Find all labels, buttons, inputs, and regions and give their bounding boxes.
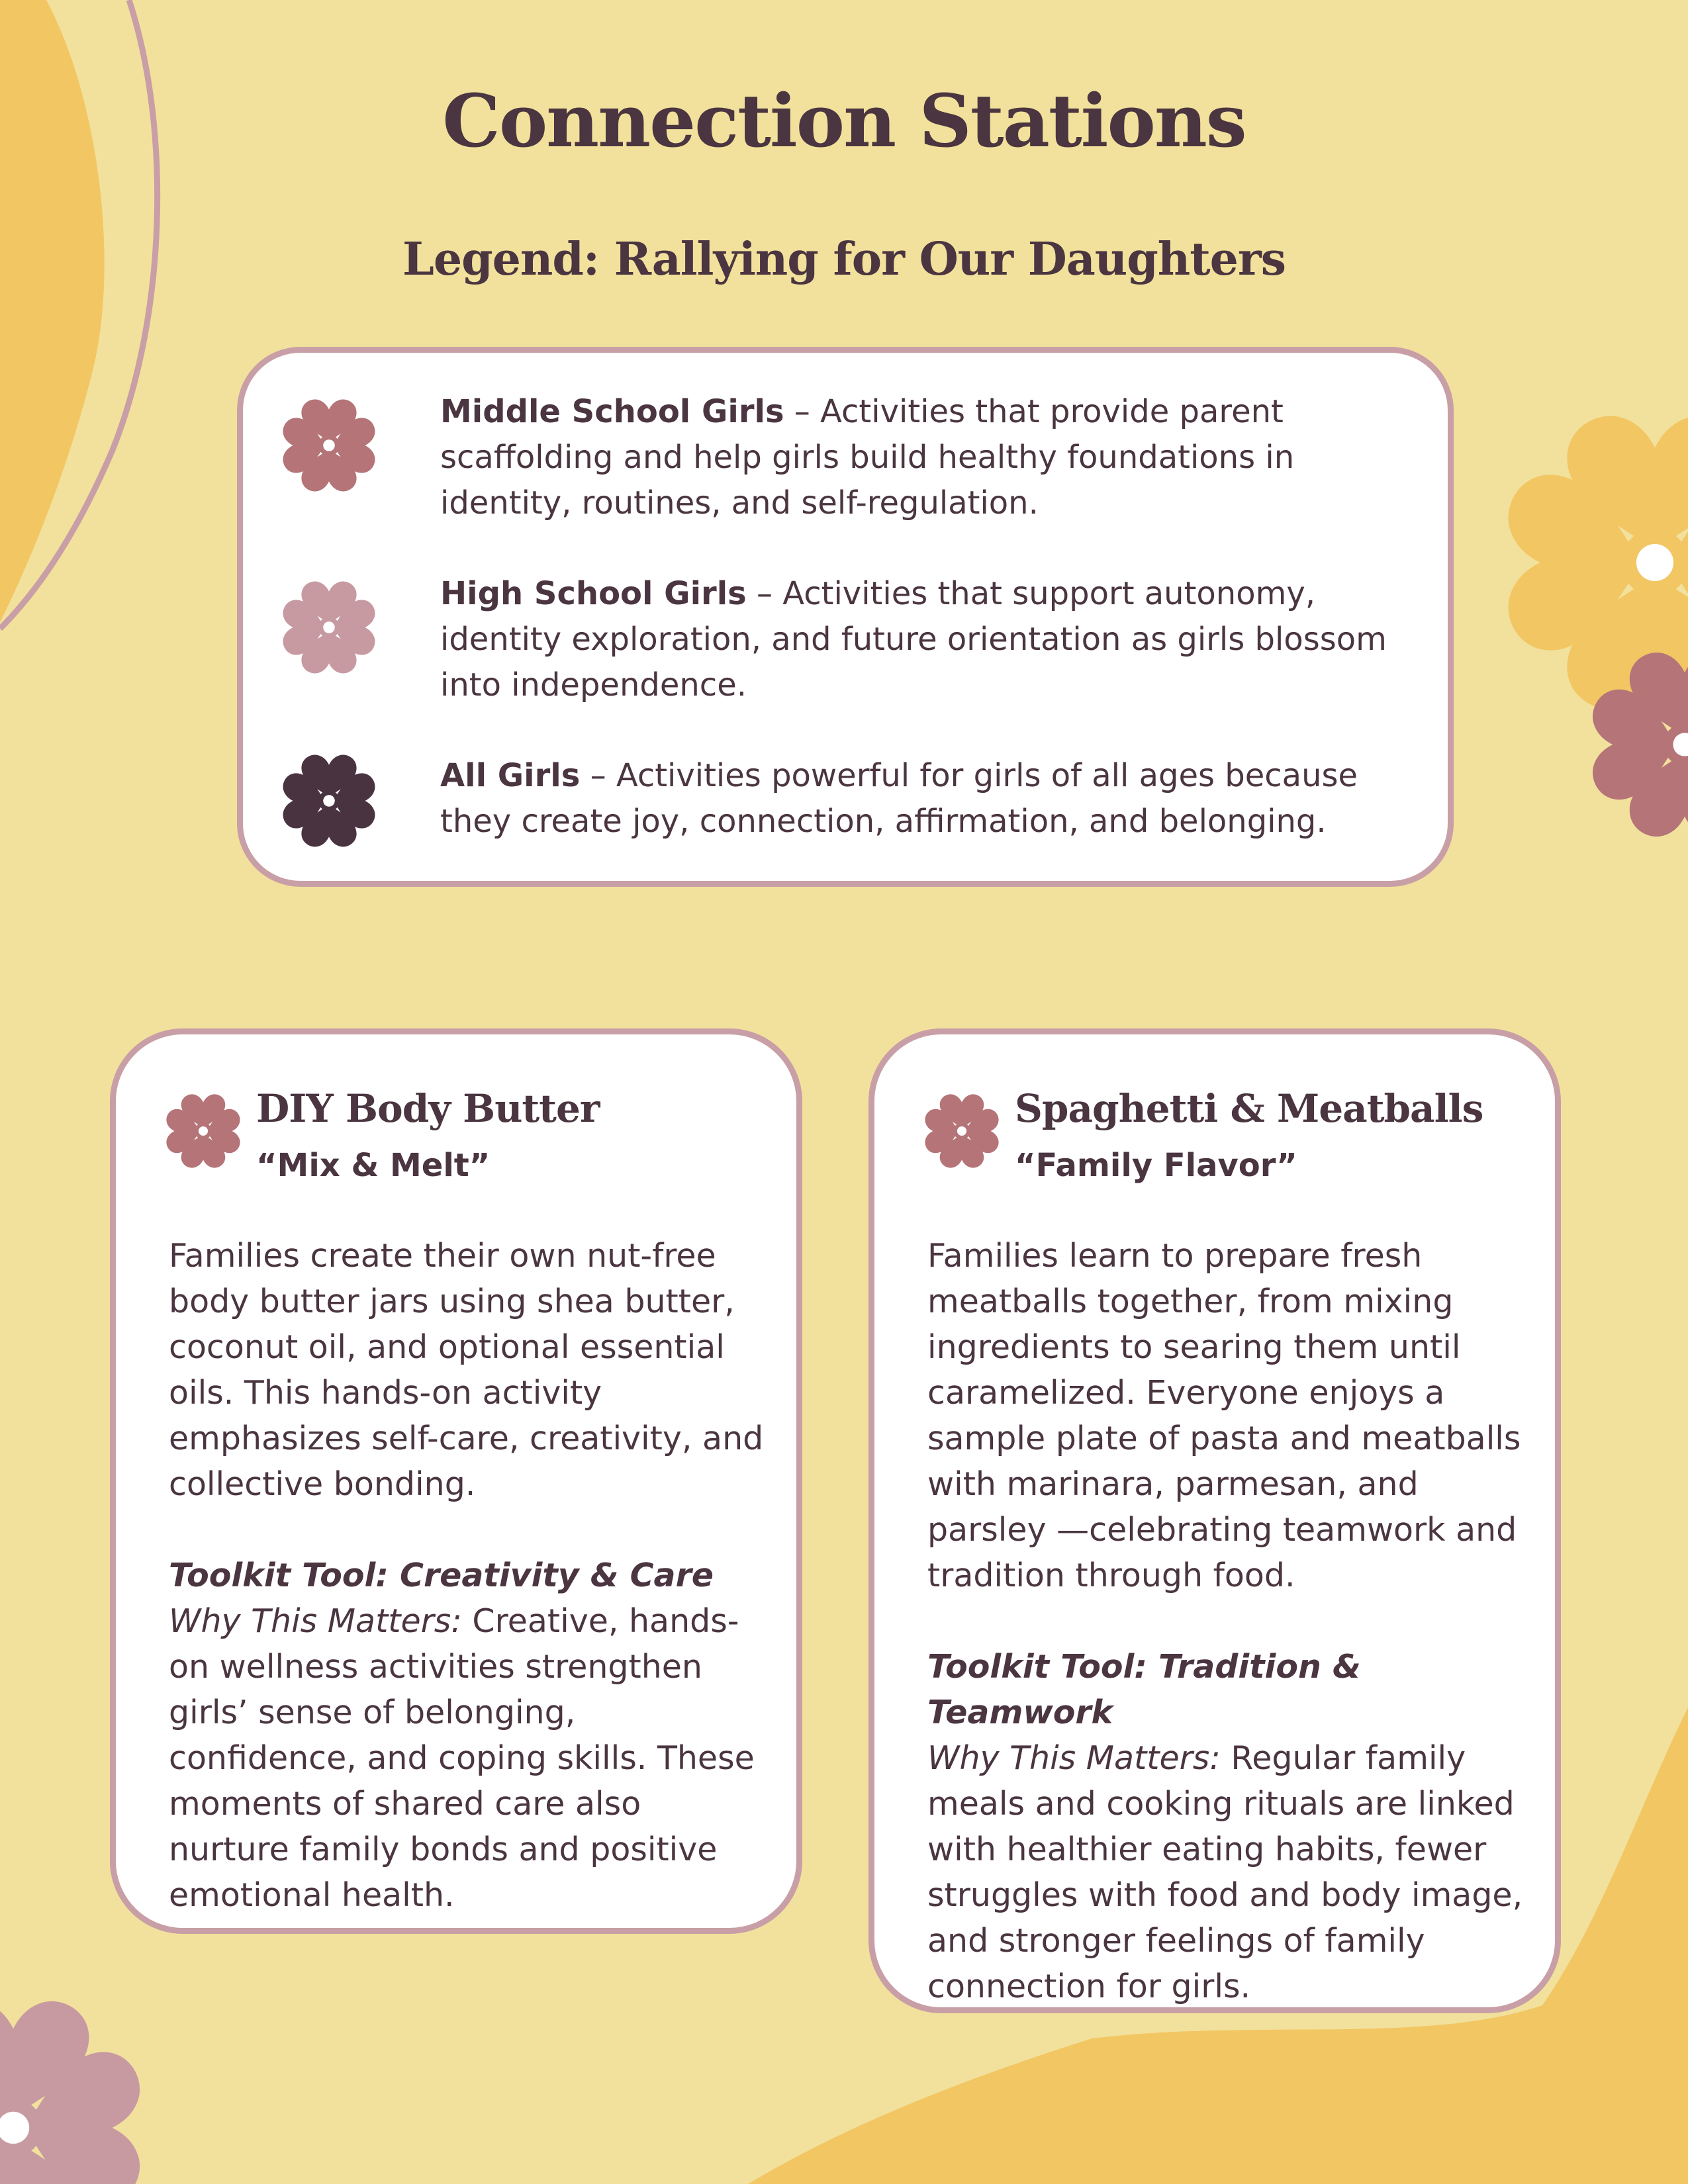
legend-label: All Girls [440,757,581,794]
legend-description: – Activities that support autonomy, identity exploration, and future orientation as girls blossom into independence. [440,575,1387,704]
why-label: Why This Matters: [927,1739,1221,1777]
station-description: Families learn to prepare fresh meatballs together, from mixing ingredients to searing them until caramelized. Everyone enjoys a sample plate of pasta and meatballs with marinara, parmesan, and parsley —celebrating teamwork and tradition through food. [927,1237,1521,1594]
flower-icon [919,1089,1004,1173]
why-label: Why This Matters: [169,1602,462,1640]
legend-description: – Activities powerful for girls of all ages because they create joy, connection, affirmation, and belonging. [440,757,1358,840]
why-text: Creative, hands-on wellness activities strengthen girls’ sense of belonging, confidence, and coping skills. These moments of shared care also nurture family bonds and positive emotional health. [169,1602,755,1914]
legend-label: Middle School Girls [440,393,784,430]
station-body [169,1233,771,1918]
station-description: Families create their own nut-free body butter jars using shea butter, coconut oil, and optional essential oils. This hands-on activity emphasizes self-care, creativity, and collective bonding. [169,1237,764,1503]
legend-label: High School Girls [440,575,747,612]
legend-text [440,753,1433,844]
legend-title: Legend: Rallying for Our Daughters [402,233,1286,286]
toolkit-tool: Toolkit Tool: Creativity & Care [169,1557,714,1594]
flower-icon [276,574,382,680]
toolkit-tool: Toolkit Tool: Tradition & Teamwork [927,1648,1361,1731]
why-this-matters [927,1735,1530,2009]
legend-card [237,347,1454,887]
station-body [927,1233,1530,2009]
legend-description: – Activities that provide parent scaffolding and help girls build healthy foundations in identity, routines, and self-regulation. [440,393,1295,522]
station-title: Spaghetti & Meatballs [1015,1086,1483,1131]
flower-decoration-bottom-left [0,2001,140,2184]
station-card-body-butter [110,1028,802,1934]
page-title: Connection Stations [442,78,1246,163]
station-title: DIY Body Butter [256,1086,600,1131]
flower-icon [161,1089,246,1173]
station-subtitle: “Mix & Melt” [256,1147,491,1184]
legend-text [440,571,1433,708]
flower-icon [276,392,382,498]
station-card-spaghetti [868,1028,1561,2013]
why-text: Regular family meals and cooking rituals are linked with healthier eating habits, fewer struggles with food and body image, and stronger feelings of family connection for girls. [927,1739,1523,2005]
station-subtitle: “Family Flavor” [1015,1147,1297,1184]
flower-icon [276,748,382,854]
legend-text [440,389,1433,526]
why-this-matters [169,1598,771,1918]
